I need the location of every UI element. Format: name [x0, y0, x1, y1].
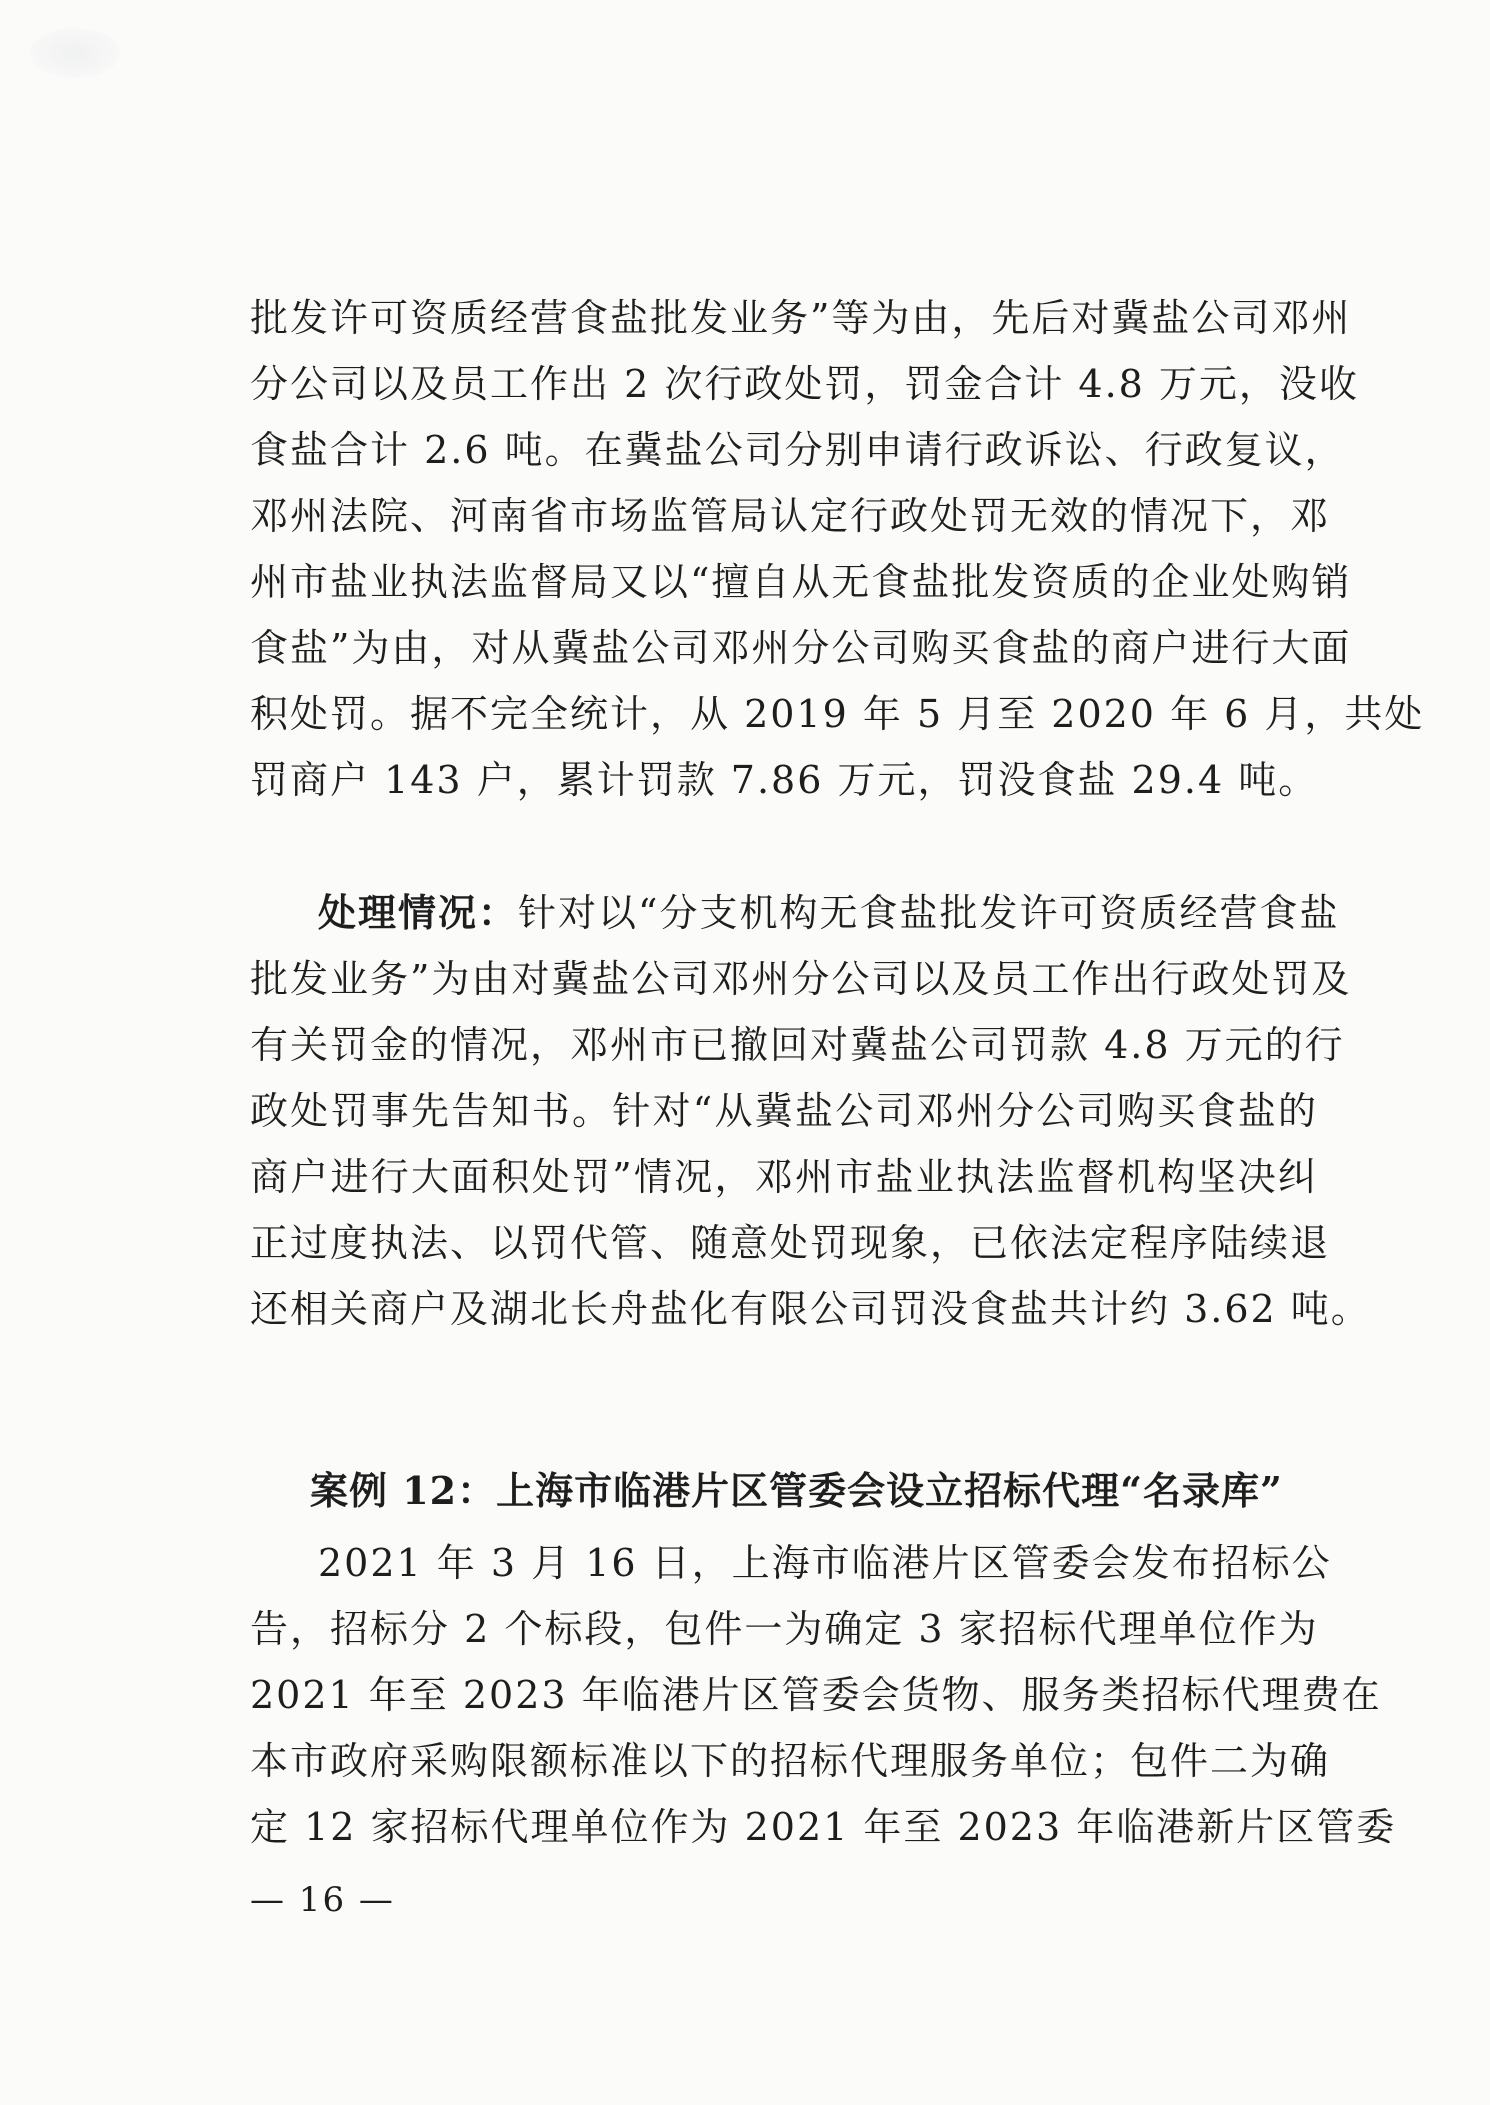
text-line: 2021 年至 2023 年临港片区管委会货物、服务类招标代理费在: [250, 1673, 1382, 1717]
scan-smudge: [30, 28, 120, 78]
text-line: 批发许可资质经营食盐批发业务”等为由，先后对冀盐公司邓州: [250, 296, 1352, 340]
text-line: 商户进行大面积处罚”情况，邓州市盐业执法监督机构坚决纠: [250, 1155, 1318, 1199]
paragraph-penalty-details: [250, 285, 1425, 813]
text-line: 州市盐业执法监督局又以“擅自从无食盐批发资质的企业处购销: [250, 560, 1352, 604]
text-line: 有关罚金的情况，邓州市已撤回对冀盐公司罚款 4.8 万元的行: [250, 1023, 1345, 1067]
text-line: 定 12 家招标代理单位作为 2021 年至 2023 年临港新片区管委: [250, 1805, 1397, 1849]
text-line: 食盐”为由，对从冀盐公司邓州分公司购买食盐的商户进行大面: [250, 626, 1352, 670]
paragraph-handling-status: [250, 880, 1371, 1342]
text-line: 本市政府采购限额标准以下的招标代理服务单位；包件二为确: [250, 1739, 1331, 1783]
text-line: 积处罚。据不完全统计，从 2019 年 5 月至 2020 年 6 月，共处: [250, 692, 1425, 736]
text-line: 食盐合计 2.6 吨。在冀盐公司分别申请行政诉讼、行政复议，: [250, 428, 1345, 472]
text-span: 针对以“分支机构无食盐批发许可资质经营食盐: [518, 891, 1340, 935]
text-line: 还相关商户及湖北长舟盐化有限公司罚没食盐共计约 3.62 吨。: [250, 1287, 1371, 1331]
text-line: 批发业务”为由对冀盐公司邓州分公司以及员工作出行政处罚及: [250, 957, 1352, 1001]
handling-label: 处理情况：: [318, 890, 519, 935]
text-line: [250, 880, 1340, 946]
page-number: — 16 —: [250, 1880, 395, 1920]
text-line: 罚商户 143 户，累计罚款 7.86 万元，罚没食盐 29.4 吨。: [250, 758, 1319, 802]
text-line: 告，招标分 2 个标段，包件一为确定 3 家招标代理单位作为: [250, 1607, 1319, 1651]
case-heading: 案例 12：上海市临港片区管委会设立招标代理“名录库”: [310, 1468, 1283, 1513]
text-line: 正过度执法、以罚代管、随意处罚现象，已依法定程序陆续退: [250, 1221, 1331, 1265]
text-line: 2021 年 3 月 16 日，上海市临港片区管委会发布招标公: [318, 1541, 1332, 1585]
text-line: 邓州法院、河南省市场监管局认定行政处罚无效的情况下，邓: [250, 494, 1331, 538]
paragraph-case-12: [250, 1530, 1397, 1860]
text-line: 政处罚事先告知书。针对“从冀盐公司邓州分公司购买食盐的: [250, 1089, 1318, 1133]
text-line: 分公司以及员工作出 2 次行政处罚，罚金合计 4.8 万元，没收: [250, 362, 1359, 406]
